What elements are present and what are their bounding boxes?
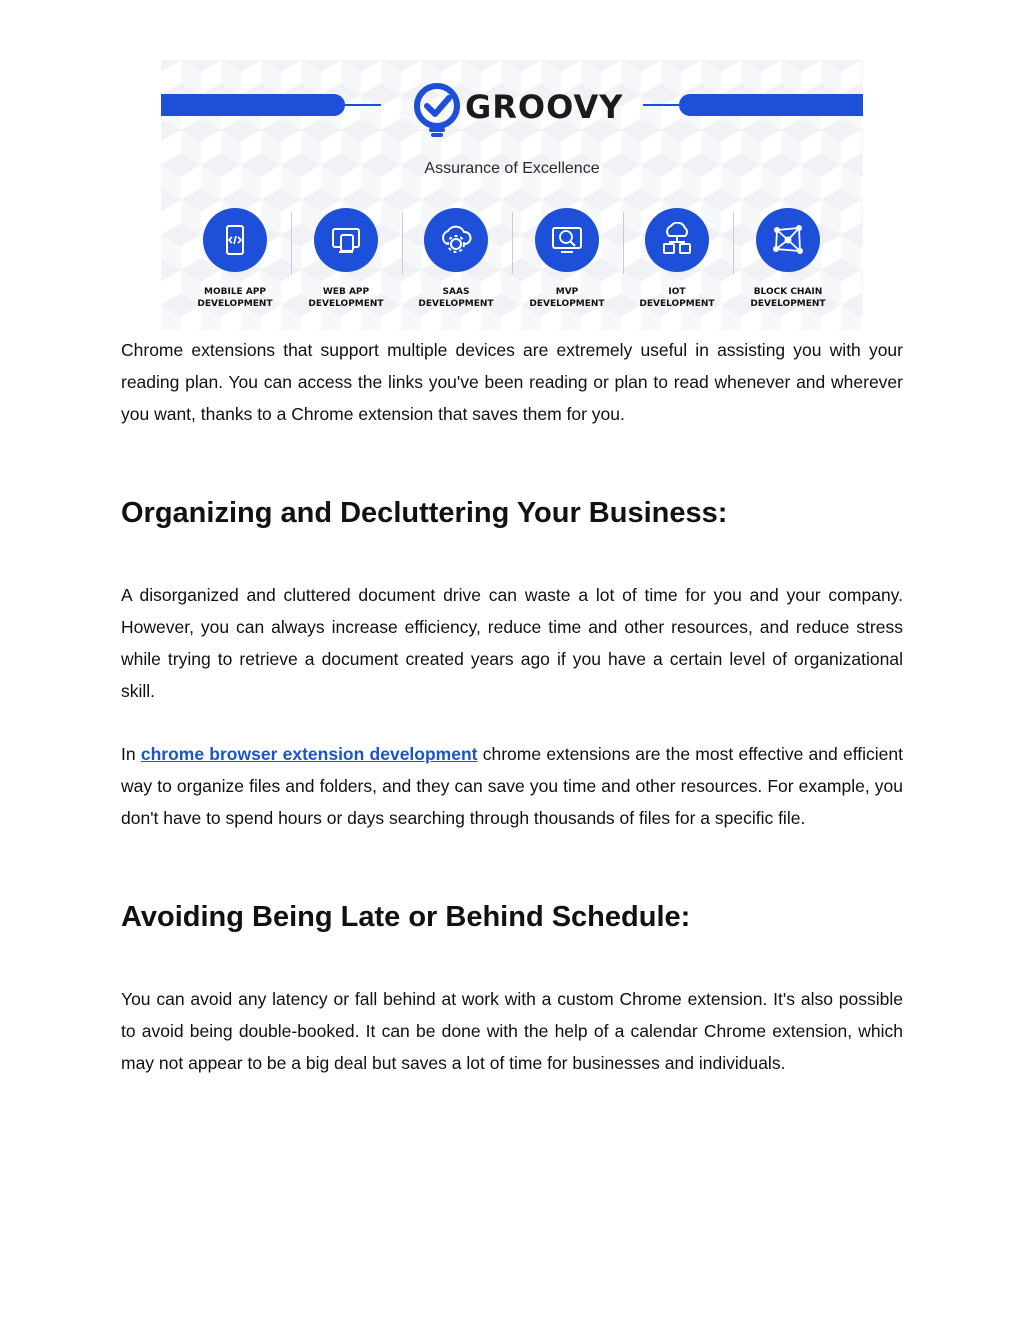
service-label-line2: DEVELOPMENT <box>529 299 605 309</box>
service-label-line1: IOT <box>668 287 686 297</box>
banner-line-right <box>643 104 679 106</box>
groovy-banner <box>161 60 863 330</box>
cloud-gear-icon <box>424 208 488 272</box>
mvp-monitor-icon <box>535 208 599 272</box>
banner-stripe-right <box>679 94 863 116</box>
brand-name: GROOVY <box>465 88 624 126</box>
service-label-line1: WEB APP <box>322 287 370 297</box>
banner-line-left <box>345 104 381 106</box>
section-organizing-paragraph-1: A disorganized and cluttered document drive can waste a lot of time for you and your company. However, you can always increase efficiency, reduce time and other resources, and reduce stress while trying to retrieve a document created years ago if you have a certain level of organizational skill. <box>121 585 903 701</box>
service-saas <box>401 208 511 310</box>
web-devices-icon <box>314 208 378 272</box>
service-label-line2: DEVELOPMENT <box>418 299 494 309</box>
service-iot <box>622 208 732 310</box>
groovy-logo-icon <box>409 82 465 138</box>
paragraph-rest: chrome extensions are the most effective and efficient way to organize files and folders, and they can save you time and other resources. For example, you don't have to spend hours or days searching through thousands of files for a specific file. <box>121 744 903 828</box>
service-label-line2: DEVELOPMENT <box>750 299 826 309</box>
brand-tagline: Assurance of Excellence <box>424 160 600 177</box>
service-block-chain <box>733 208 843 310</box>
service-label-line2: DEVELOPMENT <box>308 299 384 309</box>
service-label-line1: MVP <box>555 287 579 297</box>
banner-stripe-left <box>161 94 345 116</box>
service-mvp <box>512 208 622 310</box>
intro-paragraph: Chrome extensions that support multiple devices are extremely useful in assisting you with your reading plan. You can access the links you've been reading or plan to read whenever and wherever you want, thanks to a Chrome extension that saves them for you. <box>121 340 903 424</box>
service-label-line2: DEVELOPMENT <box>639 299 715 309</box>
chrome-extension-development-link[interactable]: chrome browser extension development <box>140 744 478 764</box>
section-heading-organizing: Organizing and Decluttering Your Business: <box>121 497 728 529</box>
mobile-code-icon <box>203 208 267 272</box>
section-heading-avoiding-late: Avoiding Being Late or Behind Schedule: <box>121 901 691 933</box>
service-label-line1: MOBILE APP <box>204 287 266 297</box>
service-web-app <box>291 208 401 310</box>
section-organizing-paragraph-2 <box>121 738 903 834</box>
blockchain-network-icon <box>756 208 820 272</box>
service-mobile-app <box>180 208 290 310</box>
service-label-line1: BLOCK CHAIN <box>753 287 823 297</box>
service-label-line1: SAAS <box>442 287 470 297</box>
paragraph-prefix: In <box>121 744 136 764</box>
iot-cloud-icon <box>645 208 709 272</box>
section-avoiding-late-paragraph: You can avoid any latency or fall behind at work with a custom Chrome extension. It's also possible to avoid being double-booked. It can be done with the help of a calendar Chrome extension, which may not appear to be a big deal but saves a lot of time for businesses and individuals. <box>121 989 903 1073</box>
service-label-line2: DEVELOPMENT <box>197 299 273 309</box>
